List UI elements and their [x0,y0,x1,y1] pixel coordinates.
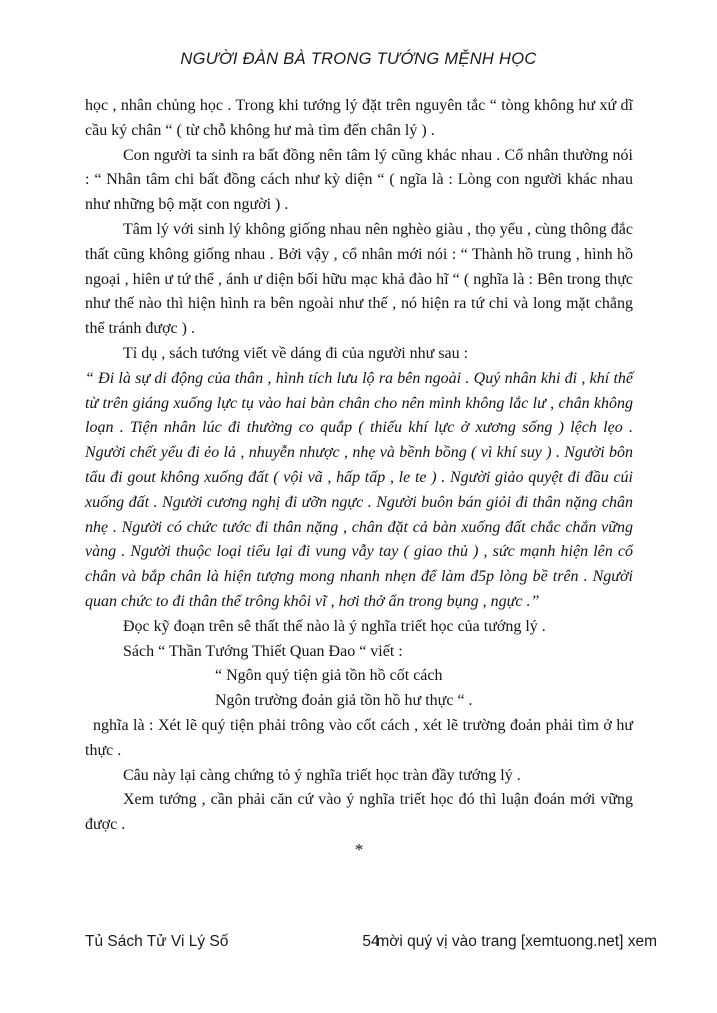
paragraph: Xem tướng , cần phải căn cứ vào ý nghĩa triết học đó thì luận đoán mới vững được . [85,791,633,834]
paragraph: Câu này lại càng chứng tỏ ý nghĩa triết học tràn đầy tướng lý . [123,766,521,784]
quoted-passage: “ Đi là sự di động của thân , hình tích lưu lộ ra bên ngoài . Quý nhân khi đi , khí thế từ trên giáng xuống lực tụ vào hai bàn chân cho nên mình không lắc lư , chân không loạn . Tiện nhân lúc đi thường co quắp ( thiếu khí lực ở xương sống ) lệch lẹo . Người chết yểu đi ẻo lả , nhuyễn nhược , nhẹ và bềnh bồng ( vì khí suy ) . Người bôn tẩu đi gout không xuống đất ( vội vã , hấp tấp , le te ) . Người giảo quyệt đi đầu cúi xuống đất . Người cương nghị đi ưỡn ngực . Người buôn bán giỏi đi thân nặng chân nhẹ . Người có chức tước đi thân nặng , chân đặt cả bàn xuống đất chắc chắn vững vàng . Người thuộc loại tiểu lại đi vung vẫy tay ( giao thủ ) , sức mạnh hiện lên cổ chân và bắp chân là hiện tượng mong nhanh nhẹn để làm đ5p lòng bề trên . Người quan chức to đi thân thể trông khôi vĩ , hơi thở ẩn trong bụng , ngực .” [85,369,633,610]
paragraph: Sách “ Thần Tướng Thiết Quan Đao “ viết : [123,642,403,660]
verse-line: “ Ngôn quý tiện giả tồn hồ cốt cách [215,667,443,685]
footer-site-note: mời quý vị vào trang [xemtuong.net] xem [376,933,657,950]
page-body [85,94,633,863]
verse-line: Ngôn trường đoản giả tồn hồ hư thực “ . [215,692,473,710]
paragraph: nghĩa là : Xét lẽ quý tiện phải trông vào cốt cách , xét lẽ trường đoản phải tìm ở hư thực . [85,716,633,759]
page-header-title: NGƯỜI ĐÀN BÀ TRONG TƯỚNG MỆNH HỌC [180,50,537,68]
section-separator: * [354,839,364,859]
paragraph: Đọc kỹ đoạn trên sê thất thế nào là ý nghĩa triết học của tướng lý . [123,617,546,635]
page-number: 54 [362,933,380,950]
paragraph: Tỉ dụ , sách tướng viết về dáng đi của người như sau : [123,344,469,362]
paragraph: Tâm lý với sinh lý không giống nhau nên nghèo giàu , thọ yểu , cùng thông đắc thất cũng không giống nhau . Bởi vậy , cổ nhân mới nói : “ Thành hồ trung , hình hồ ngoại , hiên ư tứ thể , ánh ư diện bối hữu mạc khả đào hĩ “ ( nghĩa là : Bên trong thực như thế nào thì hiện hình ra bên ngoài như thế , nó hiện ra tứ chi và long mặt chẳng thể tránh được ) . [85,220,633,338]
footer-book-series: Tủ Sách Tử Vi Lý Số [85,933,229,950]
paragraph: Con người ta sinh ra bất đồng nên tâm lý cũng khác nhau . Cổ nhân thường nói : “ Nhân tâm chi bất đồng cách như kỳ diện “ ( ngĩa là : Lòng con người khác nhau như những bộ mặt con người ) . [85,146,633,214]
page-footer [85,933,657,951]
paragraph: học , nhân chủng học . Trong khi tướng lý đặt trên nguyên tắc “ tòng không hư xứ dĩ cầu ký chân “ ( từ chỗ không hư mà tìm đến chân lý ) . [85,97,633,139]
